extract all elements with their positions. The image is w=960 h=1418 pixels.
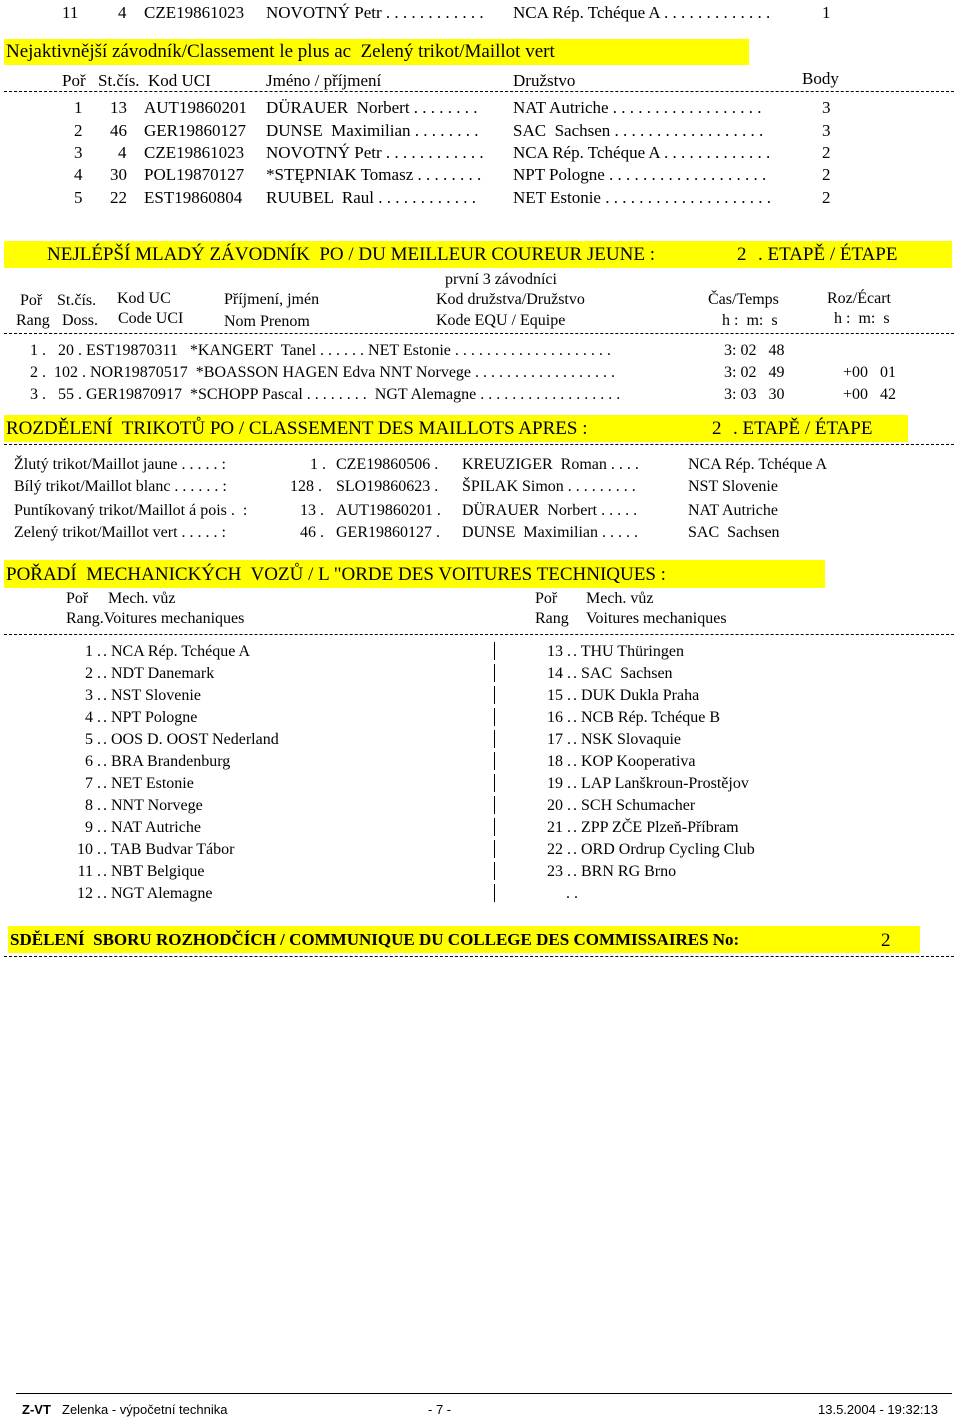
active-header-divider bbox=[4, 91, 954, 92]
car-rank: 15 . bbox=[547, 687, 571, 704]
jersey-uci: CZE19860506 . bbox=[336, 456, 439, 473]
active-header-kod: Kod UCI bbox=[148, 71, 211, 90]
column-separator bbox=[494, 686, 495, 704]
jersey-team: NST Slovenie bbox=[688, 478, 778, 495]
start-number: 30 bbox=[110, 165, 127, 184]
rank: 4 bbox=[74, 165, 83, 184]
car-team: . TAB Budvar Tábor bbox=[103, 841, 235, 858]
footer-company: Zelenka - výpočetní technika bbox=[62, 1402, 228, 1417]
car-team: . NBT Belgique bbox=[103, 863, 205, 880]
car-rank: 5 . bbox=[85, 731, 101, 748]
car-team: . SAC Sachsen bbox=[573, 665, 673, 682]
car-team: . NAT Autriche bbox=[103, 819, 201, 836]
top-row-name: NOVOTNÝ Petr . . . . . . . . . . . . bbox=[266, 3, 484, 22]
car-rank: 14 . bbox=[547, 665, 571, 682]
uci-code: EST19860804 bbox=[144, 188, 243, 207]
points: 2 bbox=[822, 188, 831, 207]
car-rank: 4 . bbox=[85, 709, 101, 726]
car-rank: 17 . bbox=[547, 731, 571, 748]
uci-code: POL19870127 bbox=[144, 165, 245, 184]
car-team: . LAP Lanškroun-Prostějov bbox=[573, 775, 749, 792]
jersey-number: 13 . bbox=[300, 502, 324, 519]
car-team: . THU Thüringen bbox=[573, 643, 684, 660]
cars-header-mech-right: Mech. vůz bbox=[586, 590, 654, 607]
communique-number: 2 bbox=[881, 930, 891, 951]
communique-title: SDĚLENÍ SBORU ROZHODČÍCH / COMMUNIQUE DU COLLEGE DES COMMISSAIRES No: bbox=[10, 930, 740, 949]
jersey-uci: AUT19860201 . bbox=[336, 502, 441, 519]
car-rank: 22 . bbox=[547, 841, 571, 858]
footer-page-number: - 7 - bbox=[428, 1402, 452, 1417]
start-number: 22 bbox=[110, 188, 127, 207]
column-separator bbox=[494, 642, 495, 660]
young-header-divider bbox=[4, 333, 954, 334]
rank: 2 bbox=[74, 121, 83, 140]
young-header-doss: Doss. bbox=[62, 312, 99, 329]
young-header-kod-uc: Kod UC bbox=[117, 290, 171, 307]
column-separator bbox=[494, 664, 495, 682]
rank: 3 bbox=[74, 143, 83, 162]
rider-name: *STĘPNIAK Tomasz . . . . . . . . bbox=[266, 165, 482, 184]
start-number: 46 bbox=[110, 121, 127, 140]
car-team: . KOP Kooperativa bbox=[573, 753, 696, 770]
uci-code: AUT19860201 bbox=[144, 98, 247, 117]
rider-name: NOVOTNÝ Petr . . . . . . . . . . . . bbox=[266, 143, 484, 162]
car-team: . DUK Dukla Praha bbox=[573, 687, 700, 704]
car-rank: 2 . bbox=[85, 665, 101, 682]
young-row-main: 3 . 55 . GER19870917 *SCHOPP Pascal . . . . . . . . NGT Alemagne . . . . . . . . . . . . . . . . . . bbox=[30, 386, 621, 403]
team: NPT Pologne . . . . . . . . . . . . . . . . . . . bbox=[513, 165, 767, 184]
jersey-rider: KREUZIGER Roman . . . . bbox=[462, 456, 639, 473]
young-header-hms: h : m: s bbox=[722, 312, 778, 329]
rider-name: DÜRAUER Norbert . . . . . . . . bbox=[266, 98, 478, 117]
car-rank: 9 . bbox=[85, 819, 101, 836]
young-row-gap: +00 01 bbox=[843, 364, 897, 381]
cars-header-por-right: Poř bbox=[535, 590, 558, 607]
cars-header-rang: Rang.Voitures mechaniques bbox=[66, 610, 245, 627]
young-subtitle: první 3 závodníci bbox=[445, 271, 557, 288]
car-rank: 12 . bbox=[77, 885, 101, 902]
young-row-time: 3: 02 49 bbox=[724, 364, 785, 381]
car-rank: 7 . bbox=[85, 775, 101, 792]
jersey-team: NCA Rép. Tchéque A bbox=[688, 456, 828, 473]
column-separator bbox=[494, 840, 495, 858]
young-header-prijmeni: Příjmení, jmén bbox=[224, 291, 320, 308]
jersey-team: NAT Autriche bbox=[688, 502, 778, 519]
car-team: . OOS D. OOST Nederland bbox=[103, 731, 279, 748]
car-team: . NCA Rép. Tchéque A bbox=[103, 643, 251, 660]
column-separator bbox=[494, 862, 495, 880]
jerseys-stage-number: 2 bbox=[712, 418, 722, 439]
column-separator bbox=[494, 730, 495, 748]
car-rank: 18 . bbox=[547, 753, 571, 770]
car-rank: 19 . bbox=[547, 775, 571, 792]
jersey-label: Žlutý trikot/Maillot jaune . . . . . : bbox=[14, 456, 226, 473]
team: NAT Autriche . . . . . . . . . . . . . . . . . . bbox=[513, 98, 762, 117]
jersey-number: 128 . bbox=[290, 478, 322, 495]
young-header-kode-equ: Kode EQU / Equipe bbox=[436, 312, 566, 329]
car-rank: 23 . bbox=[547, 863, 571, 880]
points: 2 bbox=[822, 143, 831, 162]
communique-divider bbox=[4, 956, 954, 957]
jersey-number: 46 . bbox=[300, 524, 324, 541]
jersey-uci: GER19860127 . bbox=[336, 524, 440, 541]
jersey-rider: DÜRAUER Norbert . . . . . bbox=[462, 502, 638, 519]
start-number: 13 bbox=[110, 98, 127, 117]
active-title: Nejaktivnější závodník/Classement le plus ac Zelený trikot/Maillot vert bbox=[6, 41, 555, 62]
top-row-team: NCA Rép. Tchéque A . . . . . . . . . . . . . bbox=[513, 3, 771, 22]
team: NCA Rép. Tchéque A . . . . . . . . . . . . . bbox=[513, 143, 771, 162]
footer-rule bbox=[16, 1393, 952, 1394]
team: NET Estonie . . . . . . . . . . . . . . . . . . . . bbox=[513, 188, 771, 207]
young-header-kod-druz: Kod družstva/Družstvo bbox=[436, 291, 585, 308]
young-header-cas: Čas/Temps bbox=[708, 291, 779, 308]
young-header-rang: Rang bbox=[16, 312, 50, 329]
points: 3 bbox=[822, 121, 831, 140]
car-team: . NPT Pologne bbox=[103, 709, 198, 726]
car-team: . NCB Rép. Tchéque B bbox=[573, 709, 721, 726]
top-row-uci: CZE19861023 bbox=[144, 3, 245, 22]
car-team: . NSK Slovaquie bbox=[573, 731, 681, 748]
car-team: . NET Estonie bbox=[103, 775, 194, 792]
rank: 1 bbox=[74, 98, 83, 117]
rider-name: DUNSE Maximilian . . . . . . . . bbox=[266, 121, 479, 140]
young-stage-number: 2 bbox=[737, 244, 747, 265]
cars-divider bbox=[4, 634, 954, 635]
jersey-number: 1 . bbox=[310, 456, 326, 473]
column-separator bbox=[494, 818, 495, 836]
column-separator bbox=[494, 774, 495, 792]
car-rank: 21 . bbox=[547, 819, 571, 836]
young-stage-label: . ETAPĚ / ÉTAPE bbox=[758, 244, 898, 265]
young-header-por: Poř bbox=[20, 292, 43, 309]
top-row-number: 4 bbox=[118, 3, 127, 22]
jersey-label: Bílý trikot/Maillot blanc . . . . . . : bbox=[14, 478, 227, 495]
column-separator bbox=[494, 752, 495, 770]
young-header-roz: Roz/Écart bbox=[827, 290, 891, 307]
footer-timestamp: 13.5.2004 - 19:32:13 bbox=[818, 1402, 938, 1417]
top-row-rank: 11 bbox=[62, 3, 79, 22]
points: 3 bbox=[822, 98, 831, 117]
car-rank: 13 . bbox=[547, 643, 571, 660]
jersey-rider: DUNSE Maximilian . . . . . bbox=[462, 524, 638, 541]
rank: 5 bbox=[74, 188, 83, 207]
car-team: . ZPP ZČE Plzeň-Příbram bbox=[573, 819, 739, 836]
cars-header-mech: Mech. vůz bbox=[108, 590, 176, 607]
young-header-hms-gap: h : m: s bbox=[834, 310, 890, 327]
jersey-label: Puntíkovaný trikot/Maillot á pois . : bbox=[14, 502, 248, 519]
column-separator bbox=[494, 884, 495, 902]
car-rank: 6 . bbox=[85, 753, 101, 770]
active-header-druzstvo: Družstvo bbox=[513, 71, 576, 90]
start-number: 4 bbox=[118, 143, 127, 162]
car-rank: 20 . bbox=[547, 797, 571, 814]
cars-header-rang-right: Rang bbox=[535, 610, 569, 627]
car-team: . NST Slovenie bbox=[103, 687, 201, 704]
jerseys-title: ROZDĚLENÍ TRIKOTŮ PO / CLASSEMENT DES MAILLOTS APRES : bbox=[6, 418, 588, 439]
car-team: . NGT Alemagne bbox=[103, 885, 213, 902]
active-header-por: Poř bbox=[62, 71, 86, 90]
cars-title: POŘADÍ MECHANICKÝCH VOZŮ / L "ORDE DES VOITURES TECHNIQUES : bbox=[6, 564, 666, 585]
jersey-label: Zelený trikot/Maillot vert . . . . . : bbox=[14, 524, 226, 541]
cars-header-por: Poř bbox=[66, 590, 89, 607]
points: 2 bbox=[822, 165, 831, 184]
jersey-uci: SLO19860623 . bbox=[336, 478, 439, 495]
car-rank: 16 . bbox=[547, 709, 571, 726]
active-header-stcis: St.čís. bbox=[98, 71, 140, 90]
young-title: NEJLÉPŠÍ MLADÝ ZÁVODNÍK PO / DU MEILLEUR COUREUR JEUNE : bbox=[47, 244, 655, 265]
car-team: . SCH Schumacher bbox=[573, 797, 696, 814]
young-row-main: 2 . 102 . NOR19870517 *BOASSON HAGEN Edva NNT Norvege . . . . . . . . . . . . . . . . . . bbox=[30, 364, 616, 381]
uci-code: CZE19861023 bbox=[144, 143, 245, 162]
young-header-stcis: St.čís. bbox=[57, 292, 97, 309]
car-team: . ORD Ordrup Cycling Club bbox=[573, 841, 755, 858]
car-rank: 3 . bbox=[85, 687, 101, 704]
column-separator bbox=[494, 708, 495, 726]
jerseys-stage-label: . ETAPĚ / ÉTAPE bbox=[733, 418, 873, 439]
car-team: . . bbox=[566, 885, 578, 902]
top-row-points: 1 bbox=[822, 3, 831, 22]
footer-brand: Z-VT bbox=[22, 1402, 51, 1417]
jersey-rider: ŠPILAK Simon . . . . . . . . . bbox=[462, 478, 636, 495]
young-row-main: 1 . 20 . EST19870311 *KANGERT Tanel . . . . . . NET Estonie . . . . . . . . . . . . . . . . . . . . bbox=[30, 342, 611, 359]
uci-code: GER19860127 bbox=[144, 121, 246, 140]
jerseys-divider bbox=[4, 444, 954, 445]
car-rank: 1 . bbox=[85, 643, 101, 660]
active-header-jmeno: Jméno / příjmení bbox=[266, 71, 382, 90]
car-rank: 8 . bbox=[85, 797, 101, 814]
active-header-body: Body bbox=[802, 69, 839, 88]
car-team: . NDT Danemark bbox=[103, 665, 215, 682]
young-row-gap: +00 42 bbox=[843, 386, 897, 403]
young-row-time: 3: 03 30 bbox=[724, 386, 785, 403]
car-team: . BRN RG Brno bbox=[573, 863, 677, 880]
young-header-nom: Nom Prenom bbox=[224, 313, 310, 330]
young-row-time: 3: 02 48 bbox=[724, 342, 785, 359]
jersey-team: SAC Sachsen bbox=[688, 524, 780, 541]
car-rank: 10 . bbox=[77, 841, 101, 858]
team: SAC Sachsen . . . . . . . . . . . . . . . . . . bbox=[513, 121, 764, 140]
rider-name: RUUBEL Raul . . . . . . . . . . . . bbox=[266, 188, 476, 207]
car-rank: 11 . bbox=[77, 863, 101, 880]
car-team: . NNT Norvege bbox=[103, 797, 203, 814]
cars-header-voitures-right: Voitures mechaniques bbox=[586, 610, 727, 627]
car-team: . BRA Brandenburg bbox=[103, 753, 231, 770]
young-header-code-uci: Code UCI bbox=[118, 310, 184, 327]
column-separator bbox=[494, 796, 495, 814]
